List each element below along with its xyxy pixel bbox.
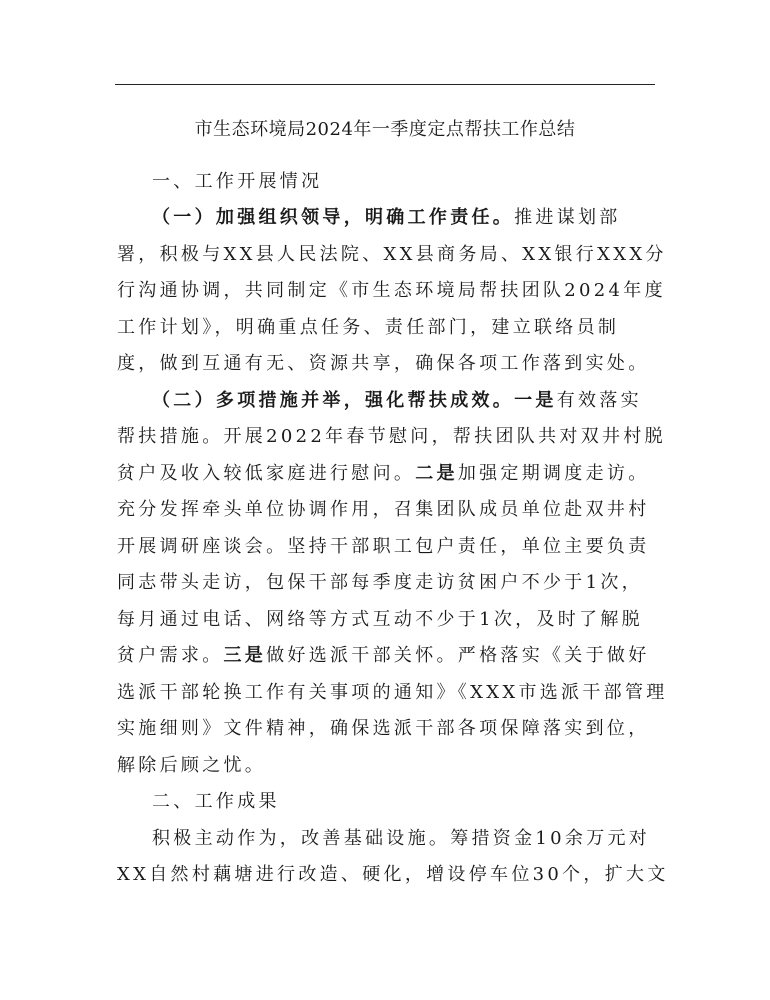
paragraph2-line: 开展调研座谈会。坚持干部职工包户责任，单位主要负责 [117, 536, 650, 557]
paragraph1-line: 工作计划》，明确重点任务、责任部门，建立联络员制 [117, 317, 620, 338]
emphasis-mark: 三是 [223, 645, 267, 666]
section2-heading: 二、工作成果 [152, 791, 280, 812]
section2-line: XX自然村藕塘进行改造、硬化，增设停车位30个，扩大文 [117, 864, 669, 885]
document-title: 市生态环境局2024年一季度定点帮扶工作总结 [194, 119, 576, 140]
paragraph1-text: 推进谋划部 [514, 207, 621, 228]
paragraph1-lead: （一）加强组织领导，明确工作责任。 [152, 207, 515, 228]
paragraph2-text: 加强定期调度走访。 [457, 463, 650, 484]
paragraph2-line: 充分发挥牵头单位协调作用，召集团队成员单位赴双井村 [117, 499, 650, 520]
paragraph1-line [152, 206, 621, 230]
paragraph2-text: 贫户需求。 [117, 645, 224, 666]
paragraph1-line: 度，做到互通有无、资源共享，确保各项工作落到实处。 [117, 353, 650, 374]
section2-line: 积极主动作为，改善基础设施。筹措资金10余万元对 [152, 828, 651, 849]
emphasis-mark: 二是 [415, 463, 458, 484]
paragraph2-lead: （二）多项措施并举，强化帮扶成效。 [152, 390, 515, 411]
section1-heading: 一、工作开展情况 [152, 171, 323, 192]
paragraph2-line [117, 462, 650, 486]
paragraph2-line: 帮扶措施。开展2022年春节慰问，帮扶团队共对双井村脱 [117, 426, 666, 447]
paragraph2-line: 每月通过电话、网络等方式互动不少于1次，及时了解脱 [117, 609, 643, 630]
paragraph2-line: 解除后顾之忧。 [117, 755, 267, 776]
paragraph2-text: 有效落实 [556, 390, 642, 411]
paragraph2-text: 贫户及收入较低家庭进行慰问。 [117, 463, 416, 484]
paragraph2-line [117, 644, 650, 668]
header-rule [115, 84, 655, 85]
paragraph2-line: 实施细则》文件精神，确保选派干部各项保障落实到位， [117, 718, 650, 739]
emphasis-mark: 一是 [514, 390, 557, 411]
paragraph2-line: 同志带头走访，包保干部每季度走访贫困户不少于1次， [117, 572, 643, 593]
paragraph1-line: 署，积极与XX县人民法院、XX县商务局、XX银行XXX分 [117, 244, 667, 265]
paragraph1-line: 行沟通协调，共同制定《市生态环境局帮扶团队2024年度 [117, 280, 666, 301]
paragraph2-line [152, 389, 642, 413]
paragraph2-line: 选派干部轮换工作有关事项的通知》《XXX市选派干部管理 [117, 682, 668, 703]
paragraph2-text: 做好选派干部关怀。严格落实《关于做好 [266, 645, 650, 666]
